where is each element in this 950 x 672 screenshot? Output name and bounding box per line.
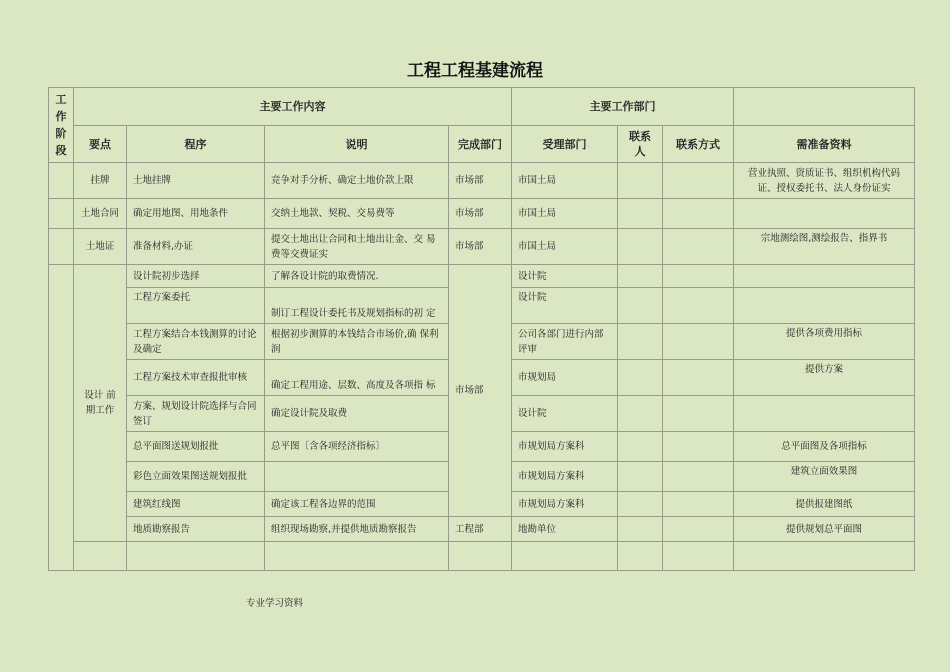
procedure-cell: 彩色立面效果图送规划报批 xyxy=(127,462,265,492)
materials-cell: 宗地测绘图,测绘报告、指界书 xyxy=(734,229,915,265)
contact-cell xyxy=(618,462,663,492)
procedure-cell xyxy=(127,542,265,571)
contact-cell xyxy=(618,229,663,265)
header-key-point: 要点 xyxy=(74,126,127,163)
done-dept-cell: 市场部 xyxy=(449,229,512,265)
procedure-cell: 总平面图送规划报批 xyxy=(127,432,265,462)
procedure-cell: 土地挂牌 xyxy=(127,163,265,199)
table-row xyxy=(49,199,915,229)
contact-cell xyxy=(618,163,663,199)
key-point-cell: 挂牌 xyxy=(74,163,127,199)
table-row xyxy=(49,229,915,265)
contact-method-cell xyxy=(663,229,734,265)
header-done-dept: 完成部门 xyxy=(449,126,512,163)
accept-dept-cell: 市规划局方案科 xyxy=(512,462,618,492)
procedure-cell: 地质勘察报告 xyxy=(127,517,265,542)
materials-cell: 总平面图及各项指标 xyxy=(734,432,915,462)
table-row-empty xyxy=(49,542,915,571)
contact-method-cell xyxy=(663,324,734,360)
key-point-cell xyxy=(74,542,127,571)
header-procedure: 程序 xyxy=(127,126,265,163)
procedure-cell: 建筑红线图 xyxy=(127,492,265,517)
procedure-cell: 工程方案委托 xyxy=(127,288,265,324)
description-cell: 竞争对手分析、确定土地价款上限 xyxy=(265,163,449,199)
accept-dept-cell: 市规划局方案科 xyxy=(512,492,618,517)
materials-cell: 建筑立面效果图 xyxy=(734,462,915,492)
description-cell xyxy=(265,542,449,571)
description-cell: 根据初步测算的本钱结合市场价,确 保利润 xyxy=(265,324,449,360)
contact-cell xyxy=(618,199,663,229)
materials-cell xyxy=(734,542,915,571)
key-point-cell: 土地合同 xyxy=(74,199,127,229)
contact-method-cell xyxy=(663,163,734,199)
stage-cell xyxy=(49,229,74,265)
contact-cell xyxy=(618,396,663,432)
done-dept-cell-design: 市场部 xyxy=(449,265,512,517)
description-cell xyxy=(265,462,449,492)
materials-cell: 提供各项费用指标 xyxy=(734,324,915,360)
contact-method-cell xyxy=(663,492,734,517)
materials-cell: 营业执照、资质证书、组织机构代码证、授权委托书、法人身份证实 xyxy=(734,163,915,199)
materials-cell xyxy=(734,288,915,324)
contact-method-cell xyxy=(663,462,734,492)
header-contact: 联系人 xyxy=(618,126,663,163)
procedure-cell: 工程方案结合本钱测算的讨论及确定 xyxy=(127,324,265,360)
contact-cell xyxy=(618,324,663,360)
materials-cell xyxy=(734,265,915,288)
contact-cell xyxy=(618,288,663,324)
accept-dept-cell: 市规划局 xyxy=(512,360,618,396)
accept-dept-cell xyxy=(512,542,618,571)
description-cell: 总平图〔含各项经济指标〕 xyxy=(265,432,449,462)
description-cell: 了解各设计院的取费情况. xyxy=(265,265,449,288)
materials-cell: 提供方案 xyxy=(734,360,915,396)
header-main-dept: 主要工作部门 xyxy=(512,88,734,126)
done-dept-cell: 市场部 xyxy=(449,163,512,199)
contact-method-cell xyxy=(663,396,734,432)
contact-cell xyxy=(618,542,663,571)
procedure-cell: 确定用地图、用地条件 xyxy=(127,199,265,229)
accept-dept-cell: 设计院 xyxy=(512,288,618,324)
accept-dept-cell: 公司各部门进行内部评审 xyxy=(512,324,618,360)
contact-method-cell xyxy=(663,360,734,396)
page-footer: 专业学习资料 xyxy=(246,598,304,609)
done-dept-cell: 市场部 xyxy=(449,199,512,229)
header-stage: 工 作 阶 段 xyxy=(49,88,74,163)
description-cell: 确定设计院及取费 xyxy=(265,396,449,432)
page-title: 工程工程基建流程 xyxy=(407,61,543,81)
description-cell: 交纳土地款、契税、交易费等 xyxy=(265,199,449,229)
accept-dept-cell: 设计院 xyxy=(512,265,618,288)
header-contact-method: 联系方式 xyxy=(663,126,734,163)
done-dept-cell: 工程部 xyxy=(449,517,512,542)
header-blank xyxy=(734,88,915,126)
header-materials: 需准备资料 xyxy=(734,126,915,163)
description-cell: 提交土地出让合同和土地出让金、交 易费等交费证实 xyxy=(265,229,449,265)
contact-method-cell xyxy=(663,432,734,462)
contact-method-cell xyxy=(663,265,734,288)
accept-dept-cell: 市国土局 xyxy=(512,199,618,229)
contact-cell xyxy=(618,517,663,542)
table-row xyxy=(49,163,915,199)
procedure-cell: 工程方案技术审查报批审核 xyxy=(127,360,265,396)
materials-cell xyxy=(734,199,915,229)
procedure-cell: 准备材料,办证 xyxy=(127,229,265,265)
contact-cell xyxy=(618,265,663,288)
contact-method-cell xyxy=(663,199,734,229)
header-main-content: 主要工作内容 xyxy=(74,88,512,126)
materials-cell: 提供规划总平面图 xyxy=(734,517,915,542)
key-point-cell: 土地证 xyxy=(74,229,127,265)
header-row-2 xyxy=(49,126,915,163)
accept-dept-cell: 市规划局方案科 xyxy=(512,432,618,462)
contact-cell xyxy=(618,492,663,517)
procedure-cell: 方案、规划设计院选择与合同签订 xyxy=(127,396,265,432)
key-point-cell-design: 设计 前期工作 xyxy=(74,265,127,542)
stage-cell xyxy=(49,265,74,571)
accept-dept-cell: 地勘单位 xyxy=(512,517,618,542)
contact-cell xyxy=(618,360,663,396)
accept-dept-cell: 市国土局 xyxy=(512,229,618,265)
stage-cell xyxy=(49,163,74,199)
contact-method-cell xyxy=(663,542,734,571)
description-cell: 制订工程设计委托书及规划指标的初 定 xyxy=(265,288,449,324)
contact-method-cell xyxy=(663,288,734,324)
process-table xyxy=(48,87,915,571)
done-dept-cell xyxy=(449,542,512,571)
table-row xyxy=(49,265,915,288)
contact-method-cell xyxy=(663,517,734,542)
accept-dept-cell: 设计院 xyxy=(512,396,618,432)
header-row-1 xyxy=(49,88,915,126)
header-description: 说明 xyxy=(265,126,449,163)
table-row xyxy=(49,517,915,542)
header-accept-dept: 受理部门 xyxy=(512,126,618,163)
accept-dept-cell: 市国土局 xyxy=(512,163,618,199)
description-cell: 确定该工程各边界的范围 xyxy=(265,492,449,517)
contact-cell xyxy=(618,432,663,462)
description-cell: 组织现场勘察,并提供地质勘察报告 xyxy=(265,517,449,542)
stage-cell xyxy=(49,199,74,229)
procedure-cell: 设计院初步选择 xyxy=(127,265,265,288)
materials-cell: 提供报建图纸 xyxy=(734,492,915,517)
description-cell: 确定工程用途、层数、高度及各项指 标 xyxy=(265,360,449,396)
materials-cell xyxy=(734,396,915,432)
